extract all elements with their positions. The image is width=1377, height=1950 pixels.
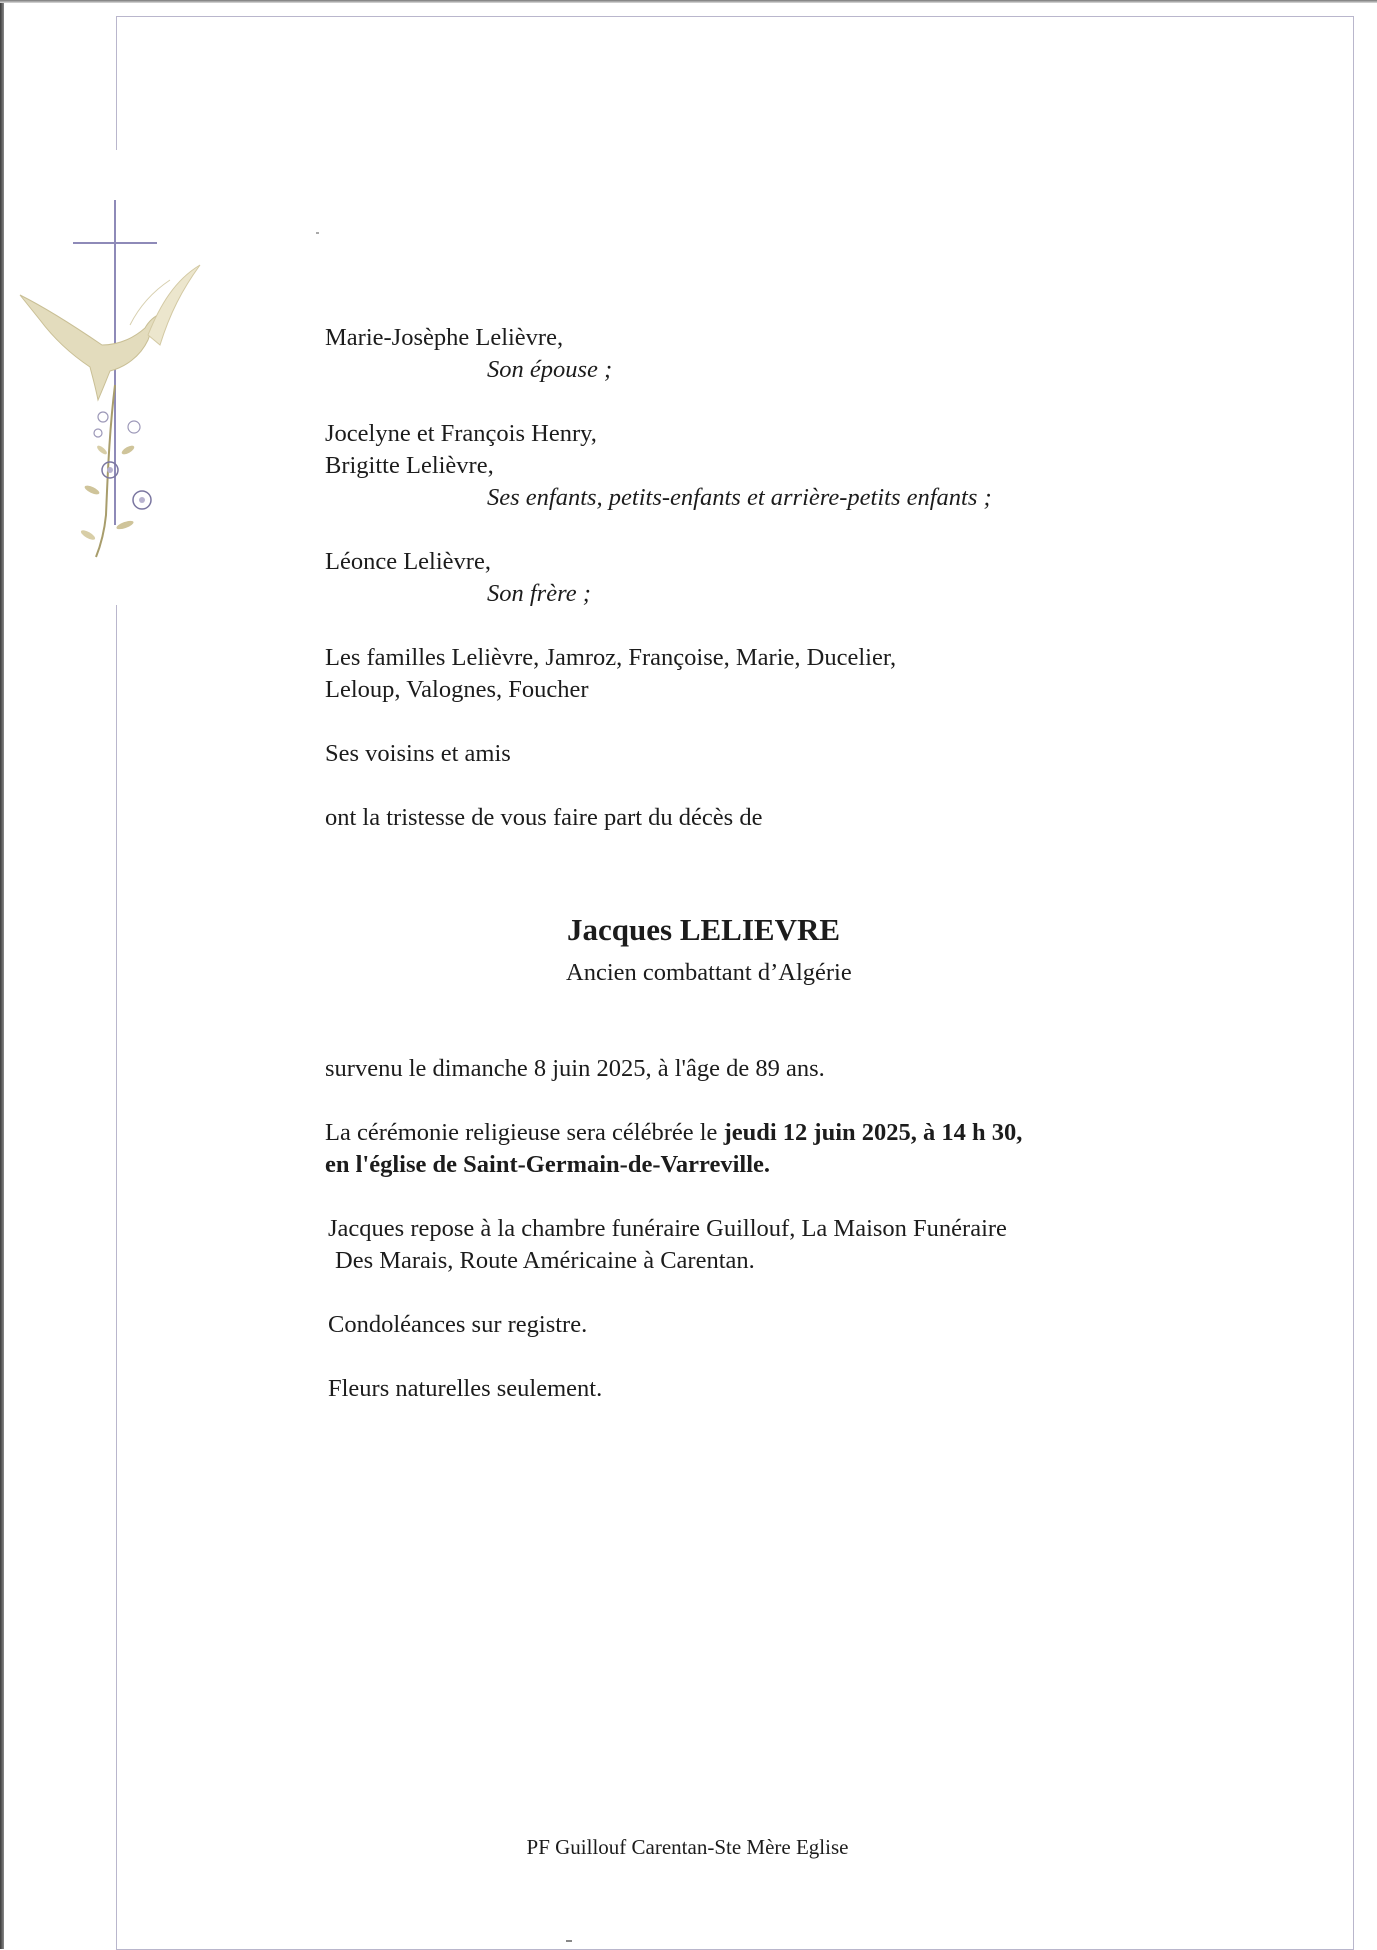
deceased-name: Jacques LELIEVRE bbox=[567, 912, 841, 947]
ceremony-place: en l'église de Saint-Germain-de-Varreville. bbox=[325, 1151, 771, 1178]
deceased-title: Ancien combattant d’Algérie bbox=[566, 959, 852, 986]
brother-role: Son frère ; bbox=[487, 580, 591, 607]
rest-line1: Jacques repose à la chambre funéraire Guillouf, La Maison Funéraire bbox=[328, 1215, 1007, 1242]
condolences-line: Condoléances sur registre. bbox=[328, 1311, 588, 1338]
children-role: Ses enfants, petits-enfants et arrière-petits enfants ; bbox=[487, 484, 992, 511]
rest-line2: Des Marais, Route Américaine à Carentan. bbox=[335, 1247, 755, 1274]
families-line1: Les familles Lelièvre, Jamroz, Françoise, Marie, Ducelier, bbox=[325, 644, 897, 671]
intro-line: ont la tristesse de vous faire part du décès de bbox=[325, 804, 763, 831]
flowers-line: Fleurs naturelles seulement. bbox=[328, 1375, 603, 1402]
funeral-home-name: PF Guillouf Carentan-Ste Mère Eglise bbox=[526, 1835, 849, 1859]
death-info: survenu le dimanche 8 juin 2025, à l'âge de 89 ans. bbox=[325, 1055, 825, 1082]
brother-name: Léonce Lelièvre, bbox=[325, 548, 491, 575]
children-line2: Brigitte Lelièvre, bbox=[325, 452, 494, 479]
spouse-role: Son épouse ; bbox=[487, 356, 613, 383]
scan-edge-top bbox=[0, 0, 1377, 3]
families-line2: Leloup, Valognes, Foucher bbox=[325, 676, 589, 703]
ceremony-date: jeudi 12 juin 2025, à 14 h 30, bbox=[723, 1119, 1023, 1146]
spouse-name: Marie-Josèphe Lelièvre, bbox=[325, 324, 564, 351]
neighbors-line: Ses voisins et amis bbox=[325, 740, 511, 767]
scan-mark-bottom bbox=[566, 1940, 572, 1942]
footer bbox=[0, 1835, 1377, 1860]
ceremony-line1 bbox=[325, 1117, 1022, 1149]
scan-edge-left bbox=[0, 0, 4, 1949]
cross-dove-ornament-icon bbox=[10, 195, 210, 585]
scan-dot bbox=[316, 232, 319, 234]
ceremony-prefix: La cérémonie religieuse sera célébrée le bbox=[325, 1119, 724, 1146]
children-line1: Jocelyne et François Henry, bbox=[325, 420, 597, 447]
